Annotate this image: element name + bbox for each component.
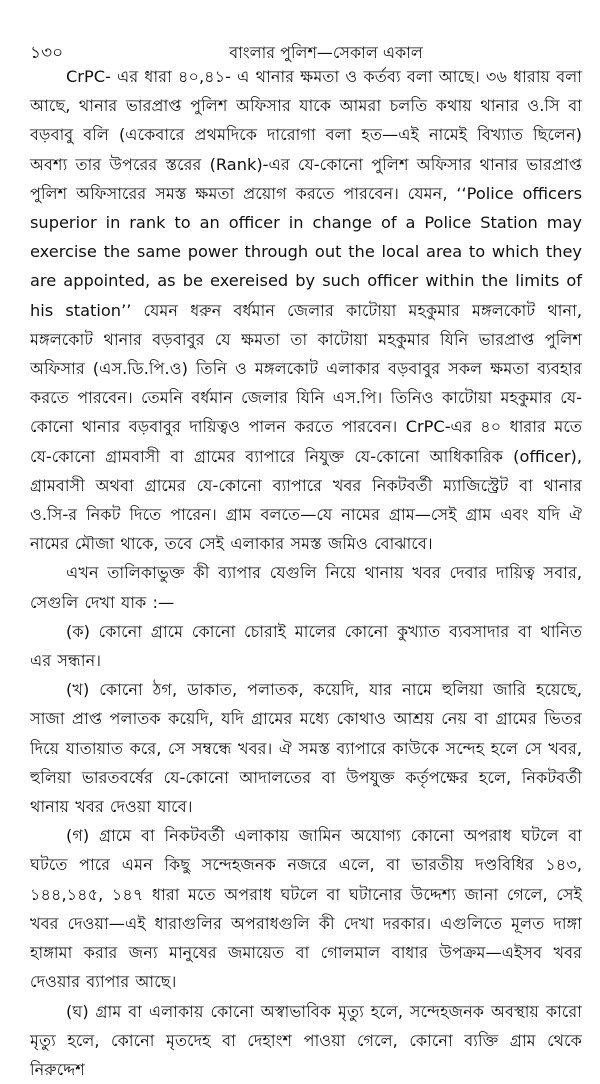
- paragraph-crpc-sections: CrPC- এর ধারা ৪০,৪১- এ থানার ক্ষমতা ও কর্তব্য বলা আছে। ৩৬ ধারায় বলা আছে, থানার ভারপ্রাপ্ত পুলিশ অফিসার যাকে আমরা চলতি কথায় থানার ও.সি বা বড়বাবু বলি (একেবারে প্রথমদিকে দারোগা বলা হত—এই নামেই বিখ্যাত ছিলেন) অবশ্য তার উপরের স্তরের (Rank)-এর যে-কোনো পুলিশ অফিসার থানার ভারপ্রাপ্ত পুলিশ অফিসারের সমস্ত ক্ষমতা প্রয়োগ করতে পারবেন। যেমন, ‘‘Police officers superior in rank to an officer in change of a Police Station may exercise the same power through out the local area to which they are appointed, as be exereised by such officer within the limits of his station’’ যেমন ধরুন বর্ধমান জেলার কাটোয়া মহকুমার মঙ্গলকোট থানা, মঙ্গলকোট থানার বড়বাবুর যে ক্ষমতা তা কাটোয়া মহকুমার যিনি ভারপ্রাপ্ত পুলিশ অফিসার (এস.ডি.পি.ও) তিনি ও মঙ্গলকোট এলাকার বড়বাবুর সকল ক্ষমতা ব্যবহার করতে পারবেন। তেমনি বর্ধমান জেলার যিনি এস.পি। তিনিও কাটোয়া মহকুমার যে-কোনো থানার বড়বাবুর দায়িত্বও পালন করতে পারবেন। CrPC-এর ৪০ ধারার মতে যে-কোনো গ্রামবাসী বা গ্রামের ব্যাপারে নিযুক্ত যে-কোনো আধিকারিক (officer), গ্রামবাসী অথবা গ্রামের যে-কোনো ব্যাপারে খবর নিকটবর্তী ম্যাজিস্ট্রেট বা থানার ও.সি-র নিকট দিতে পারেন। গ্রাম বলতে—যে নামের গ্রাম—সেই গ্রাম এবং যদি ঐ নামের মৌজা থাকে, তবে সেই এলাকার সমস্ত জমিও বোঝাবে।: [30, 62, 582, 558]
- page-header: [30, 0, 582, 62]
- paragraph-list-intro: এখন তালিকাভুক্ত কী ব্যাপার যেগুলি নিয়ে থানায় খবর দেবার দায়িত্ব সবার, সেগুলি দেখা যাক :—: [30, 558, 582, 616]
- body-text: [30, 62, 582, 1084]
- list-item-kha: (খ) কোনো ঠগ, ডাকাত, পলাতক, কয়েদি, যার নামে হুলিয়া জারি হয়েছে, সাজা প্রাপ্ত পলাতক কয়েদি, যদি গ্রামের মধ্যে কোথাও আশ্রয় নেয় বা গ্রামের ভিতর দিয়ে যাতায়াত করে, সে সম্বন্ধে খবর। ঐ সমস্ত ব্যাপারে কাউকে সন্দেহ হলে সে খবর, হুলিয়া ভারতবর্ষের যে-কোনো আদালতের বা উপযুক্ত কর্তৃপক্ষের হলে, নিকটবর্তী থানায় খবর দেওয়া যাবে।: [30, 675, 582, 821]
- list-item-gha: (ঘ) গ্রাম বা এলাকায় কোনো অস্বাভাবিক মৃত্যু হলে, সন্দেহজনক অবস্থায় কারো মৃত্যু হলে, কোনো মৃতদেহ বা দেহাংশ পাওয়া গেলে, কোনো ব্যক্তি গ্রাম থেকে নিরুদ্দেশ: [30, 997, 582, 1084]
- list-item-ka: (ক) কোনো গ্রামে কোনো চোরাই মালের কোনো কুখ্যাত ব্যবসাদার বা থানিত এর সন্ধান।: [30, 617, 582, 675]
- running-title: বাংলার পুলিশ—সেকাল একাল: [30, 40, 582, 67]
- page-number: ১৩০: [30, 40, 63, 68]
- list-item-ga: (গ) গ্রামে বা নিকটবর্তী এলাকায় জামিন অযোগ্য কোনো অপরাধ ঘটলে বা ঘটতে পারে এমন কিছু সন্দেহজনক নজরে এলে, বা ভারতীয় দণ্ডবিধির ১৪৩, ১৪৪,১৪৫, ১৪৭ ধারা মতে অপরাধ ঘটলে বা ঘটানোর উদ্দেশ্য জানা গেলে, সেই খবর দেওয়া—এই ধারাগুলির অপরাধগুলি কী দেখা দরকার। এগুলিতে মূলত দাঙ্গা হাঙ্গামা করার জন্য মানুষের জমায়েত বা গোলমাল বাধার উপক্রম—এইসব খবর দেওয়ার ব্যাপার আছে।: [30, 821, 582, 996]
